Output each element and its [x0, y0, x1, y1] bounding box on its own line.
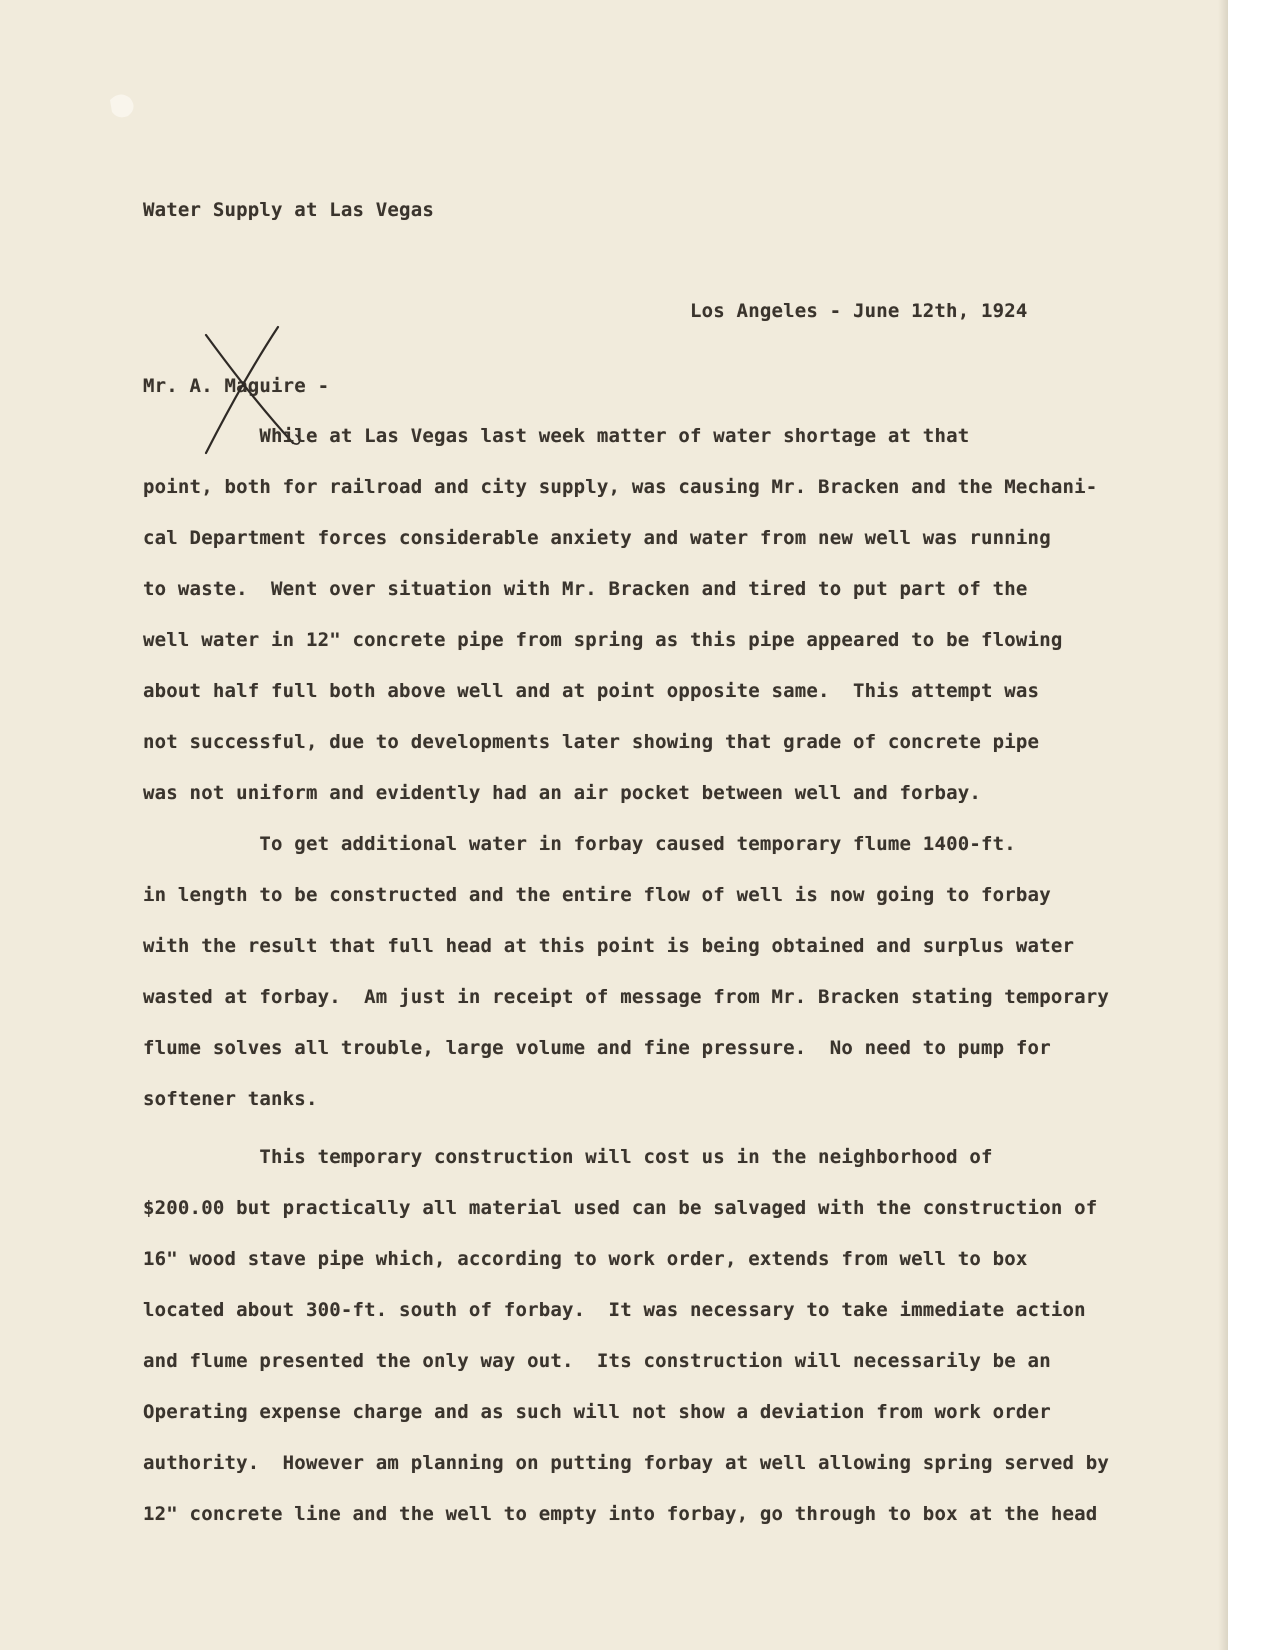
body-line: To get additional water in forbay caused temporary flume 1400-ft.: [143, 833, 1016, 855]
body-line: not successful, due to developments later showing that grade of concrete pipe: [143, 731, 1040, 753]
body-line: flume solves all trouble, large volume and fine pressure. No need to pump for: [143, 1037, 1051, 1059]
body-line: authority. However am planning on putting forbay at well allowing spring served by: [143, 1452, 1110, 1474]
body-line: While at Las Vegas last week matter of water shortage at that: [143, 425, 970, 447]
paper-blemish: [100, 80, 160, 130]
body-line: located about 300-ft. south of forbay. It was necessary to take immediate action: [143, 1299, 1086, 1321]
body-line: cal Department forces considerable anxiety and water from new well was running: [143, 527, 1051, 549]
body-line: This temporary construction will cost us in the neighborhood of: [143, 1146, 993, 1168]
letter-salutation: Mr. A. Maguire -: [143, 375, 330, 397]
body-line: Operating expense charge and as such will not show a deviation from work order: [143, 1401, 1051, 1423]
body-line: $200.00 but practically all material used can be salvaged with the construction of: [143, 1197, 1098, 1219]
body-line: well water in 12" concrete pipe from spring as this pipe appeared to be flowing: [143, 629, 1063, 651]
letter-subject: Water Supply at Las Vegas: [143, 199, 434, 221]
body-line: point, both for railroad and city supply, was causing Mr. Bracken and the Mechani-: [143, 476, 1098, 498]
body-line: with the result that full head at this point is being obtained and surplus water: [143, 935, 1075, 957]
body-line: and flume presented the only way out. Its construction will necessarily be an: [143, 1350, 1051, 1372]
body-line: to waste. Went over situation with Mr. Bracken and tired to put part of the: [143, 578, 1028, 600]
body-line: was not uniform and evidently had an air pocket between well and forbay.: [143, 782, 982, 804]
body-line: in length to be constructed and the entire flow of well is now going to forbay: [143, 884, 1051, 906]
page-edge-shadow: [1218, 0, 1228, 1650]
body-line: softener tanks.: [143, 1088, 318, 1110]
body-line: wasted at forbay. Am just in receipt of message from Mr. Bracken stating temporary: [143, 986, 1110, 1008]
body-line: about half full both above well and at point opposite same. This attempt was: [143, 680, 1040, 702]
body-line: 12" concrete line and the well to empty into forbay, go through to box at the head: [143, 1503, 1098, 1525]
letter-date: Los Angeles - June 12th, 1924: [690, 300, 1028, 322]
body-line: 16" wood stave pipe which, according to work order, extends from well to box: [143, 1248, 1028, 1270]
